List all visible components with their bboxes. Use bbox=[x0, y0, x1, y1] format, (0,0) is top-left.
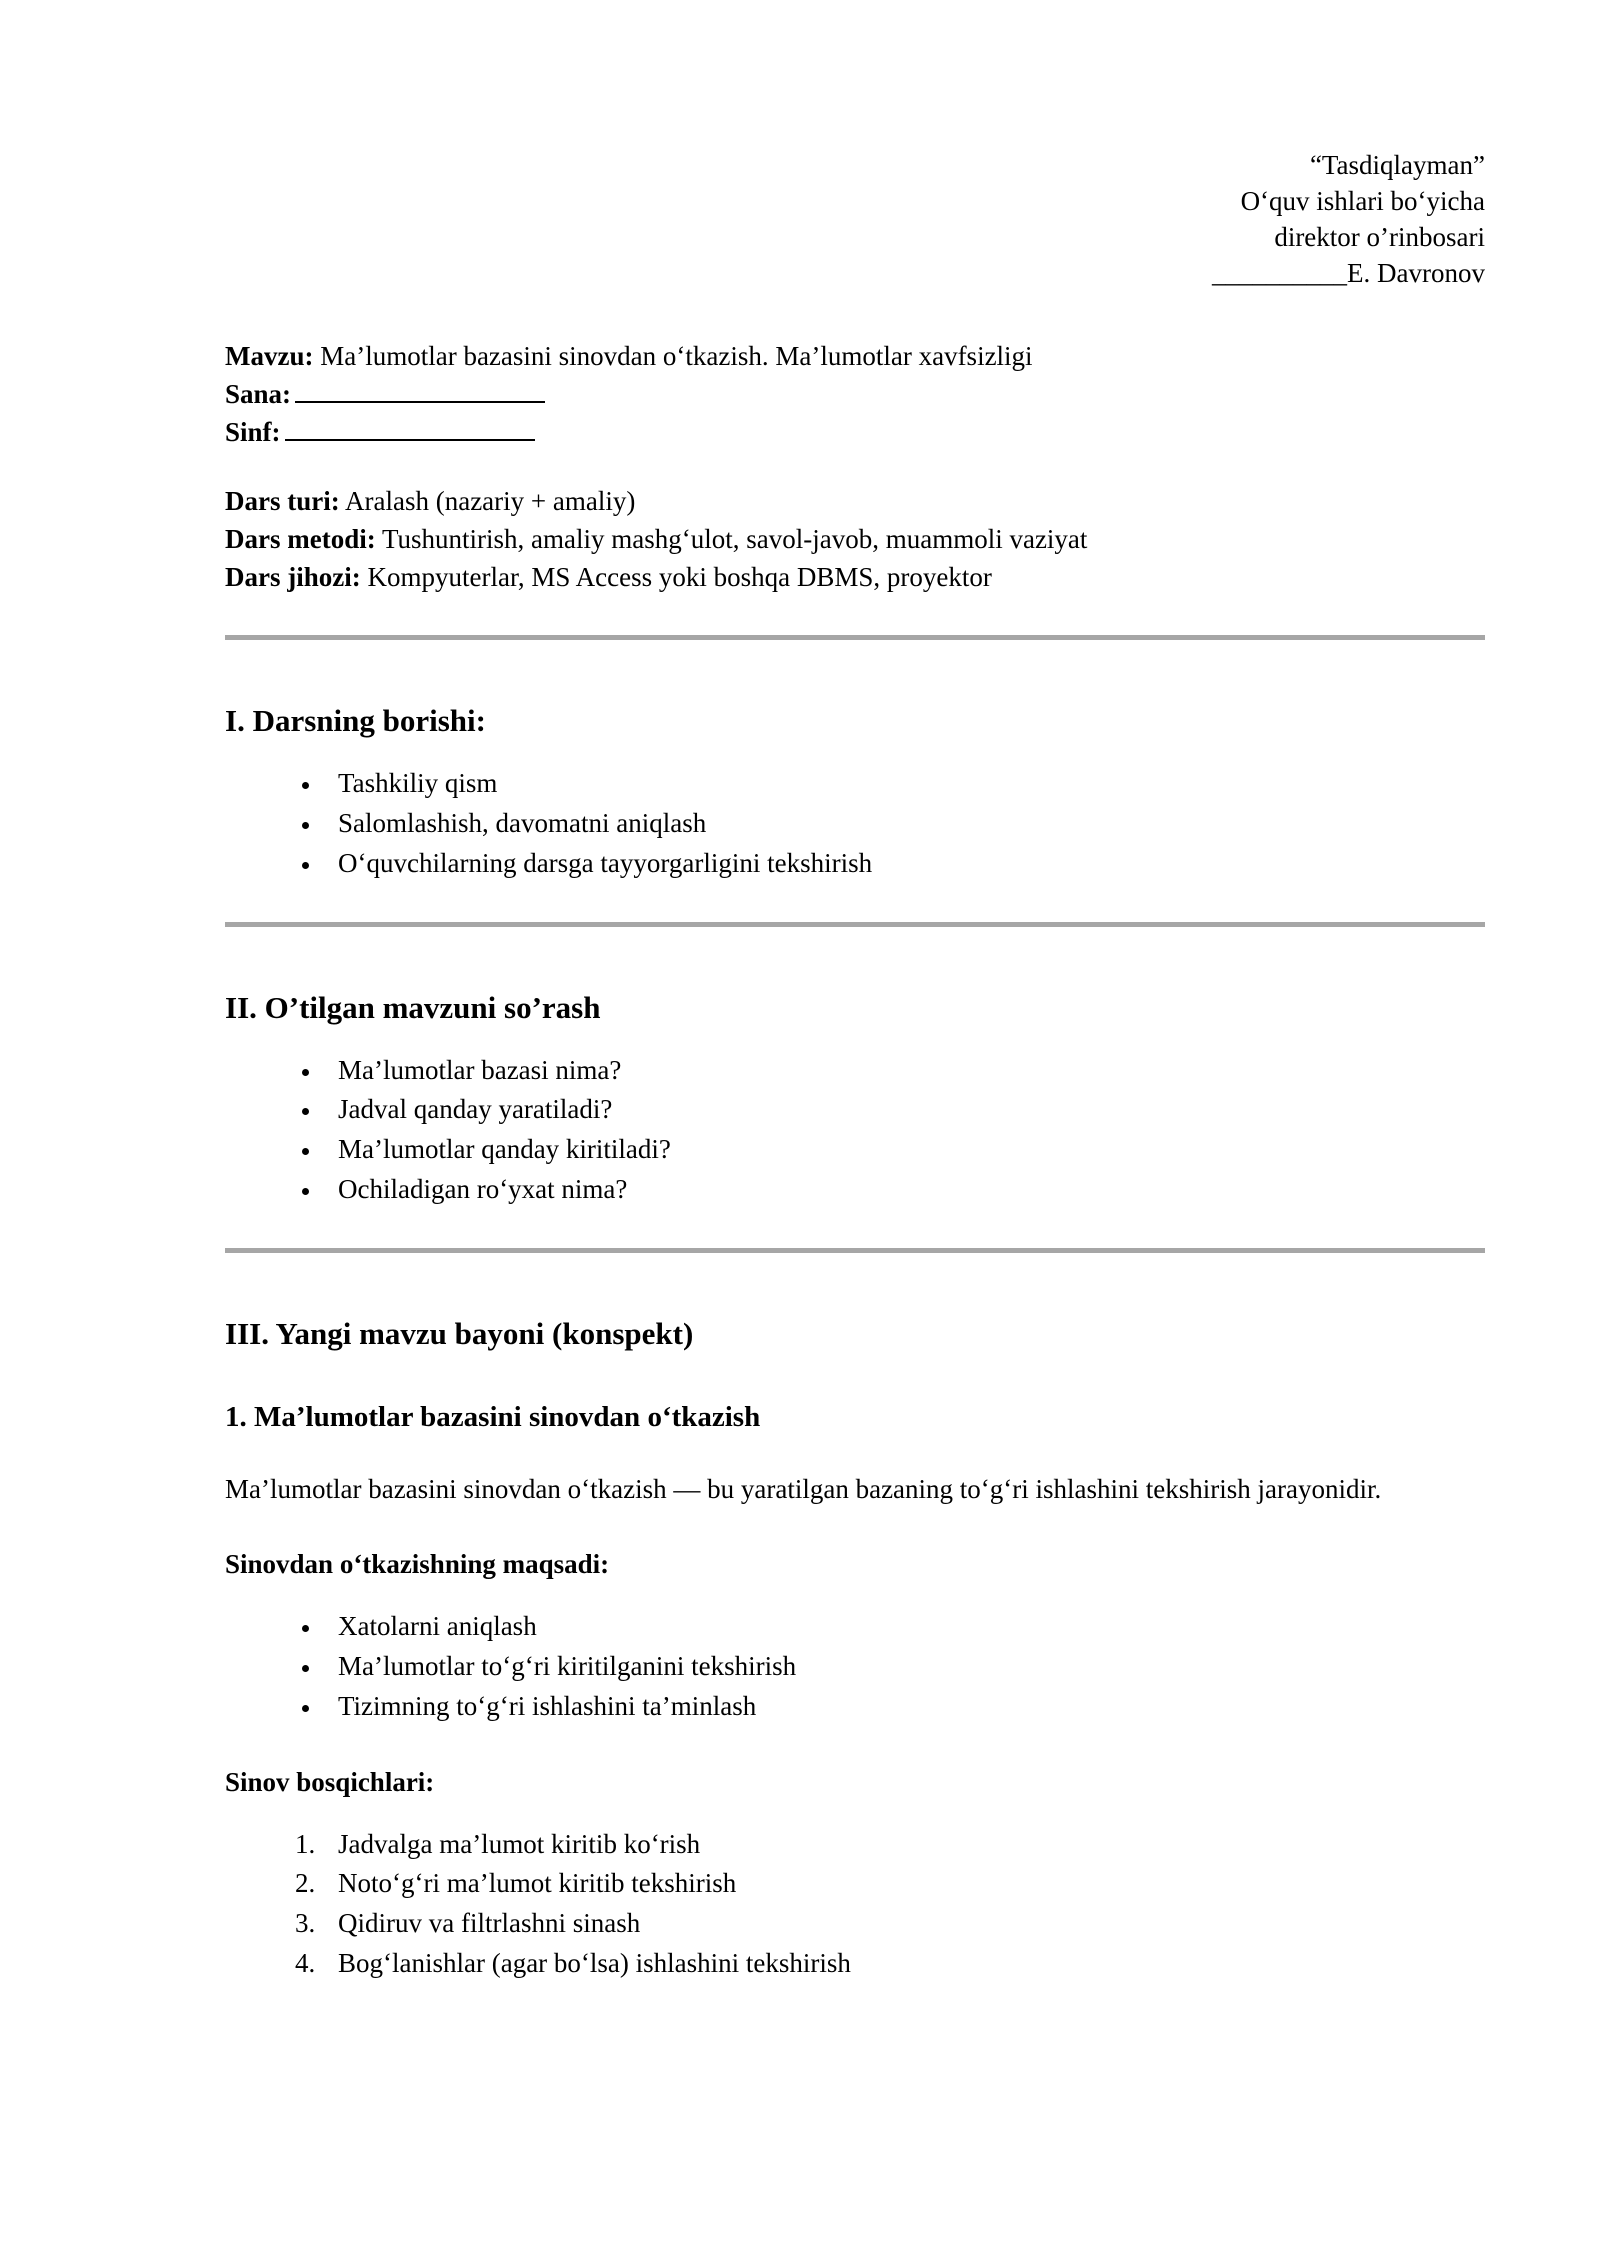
list-item: 1. Jadvalga ma’lumot kiritib ko‘rish bbox=[322, 1826, 1485, 1863]
list-item: 4. Bog‘lanishlar (agar bo‘lsa) ishlashini tekshirish bbox=[322, 1945, 1485, 1982]
topic-value: Ma’lumotlar bazasini sinovdan o‘tkazish. Ma’lumotlar xavfsizligi bbox=[320, 340, 1033, 371]
list-item: • Xatolarni aniqlash bbox=[322, 1608, 1485, 1645]
list-item: • Jadval qanday yaratiladi? bbox=[322, 1091, 1485, 1128]
section-divider-3 bbox=[225, 1248, 1485, 1253]
list-item: 2. Noto‘g‘ri ma’lumot kiritib tekshirish bbox=[322, 1865, 1485, 1902]
list-item: 3. Qidiruv va filtrlashni sinash bbox=[322, 1905, 1485, 1942]
approval-header bbox=[225, 0, 1485, 292]
document-content bbox=[225, 0, 1485, 1985]
lesson-details-block bbox=[225, 484, 1485, 595]
list-item: • Ma’lumotlar to‘g‘ri kiritilganini tekshirish bbox=[322, 1648, 1485, 1685]
topic-label: Mavzu: bbox=[225, 340, 314, 371]
subsection-one-paragraph: Ma’lumotlar bazasini sinovdan o‘tkazish — bu yaratilgan bazaning to‘g‘ri ishlashini tekshirish jarayonidir. bbox=[225, 1473, 1382, 1504]
date-blank-field[interactable] bbox=[295, 378, 545, 403]
approval-line-1: “Tasdiqlayman” bbox=[1309, 150, 1485, 180]
list-item: • Tashkiliy qism bbox=[322, 765, 1485, 802]
section-one-title: I. Darsning borishi: bbox=[225, 703, 486, 739]
list-item: • Ma’lumotlar bazasi nima? bbox=[322, 1052, 1485, 1089]
section-two-list bbox=[225, 1052, 1485, 1208]
lesson-type-label: Dars turi: bbox=[225, 485, 340, 516]
purpose-list bbox=[225, 1608, 1485, 1724]
lesson-type-line bbox=[225, 484, 1485, 519]
lesson-method-value: Tushuntirish, amaliy mashg‘ulot, savol-javob, muammoli vaziyat bbox=[381, 524, 1088, 554]
section-divider-2 bbox=[225, 922, 1485, 927]
section-three-title: III. Yangi mavzu bayoni (konspekt) bbox=[225, 1315, 694, 1351]
approval-signature-line: __________E. Davronov bbox=[1212, 257, 1485, 288]
class-line bbox=[225, 415, 1485, 450]
purpose-label: Sinovdan o‘tkazishning maqsadi: bbox=[225, 1549, 610, 1580]
section-divider-1 bbox=[225, 635, 1485, 640]
lesson-equipment-label: Dars jihozi: bbox=[225, 562, 361, 593]
topic-line bbox=[225, 339, 1485, 374]
lesson-equipment-line bbox=[225, 560, 1485, 595]
class-blank-field[interactable] bbox=[285, 416, 535, 441]
lesson-method-line bbox=[225, 522, 1485, 557]
subsection-one-title: 1. Ma’lumotlar bazasini sinovdan o‘tkazish bbox=[225, 1400, 761, 1433]
section-one-list bbox=[225, 765, 1485, 881]
list-item: • Ochiladigan ro‘yxat nima? bbox=[322, 1171, 1485, 1208]
approval-line-2: O‘quv ishlari bo‘yicha bbox=[1240, 185, 1485, 216]
list-item: • O‘quvchilarning darsga tayyorgarligini tekshirish bbox=[322, 845, 1485, 882]
list-item: • Salomlashish, davomatni aniqlash bbox=[322, 805, 1485, 842]
date-line bbox=[225, 377, 1485, 412]
stages-label: Sinov bosqichlari: bbox=[225, 1766, 435, 1797]
date-label: Sana: bbox=[225, 378, 292, 409]
section-two-title: II. O’tilgan mavzuni so’rash bbox=[225, 989, 601, 1025]
class-label: Sinf: bbox=[225, 416, 281, 447]
lesson-method-label: Dars metodi: bbox=[225, 524, 376, 554]
list-item: • Ma’lumotlar qanday kiritiladi? bbox=[322, 1131, 1485, 1168]
lesson-meta-block bbox=[225, 339, 1485, 450]
stages-list bbox=[225, 1826, 1485, 1982]
list-item: • Tizimning to‘g‘ri ishlashini ta’minlash bbox=[322, 1688, 1485, 1725]
approval-line-3: direktor o’rinbosari bbox=[1274, 221, 1485, 252]
lesson-equipment-value: Kompyuterlar, MS Access yoki boshqa DBMS, proyektor bbox=[367, 562, 992, 593]
lesson-type-value: Aralash (nazariy + amaliy) bbox=[345, 485, 636, 516]
